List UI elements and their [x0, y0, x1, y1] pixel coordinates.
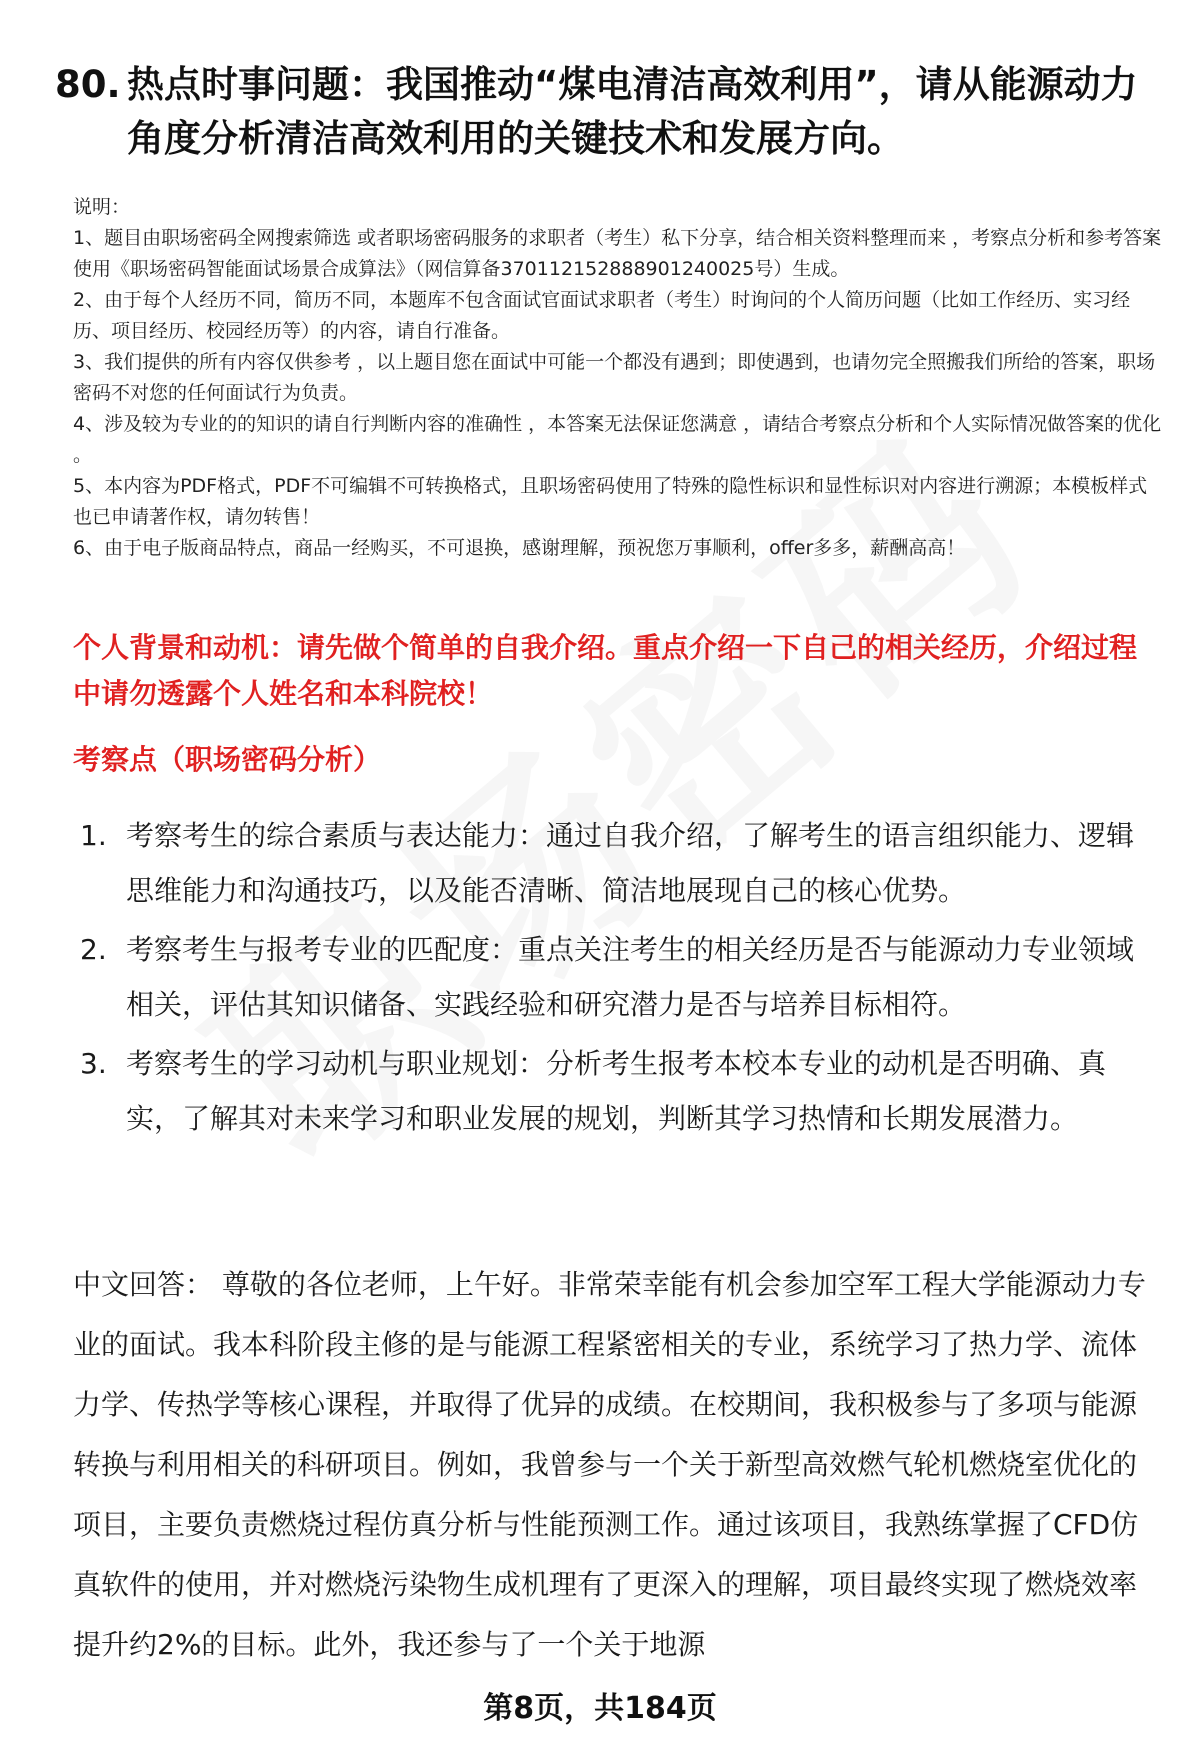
note-item: 1、题目由职场密码全网搜索筛选 或者职场密码服务的求职者（考生）私下分享，结合相关资料整理而来 ，考察点分析和参考答案使用《职场密码智能面试场景合成算法》（网信算备370112152888901240025号）生成。 — [73, 227, 1162, 280]
list-item — [80, 1036, 1160, 1146]
question-title — [55, 58, 1165, 166]
list-item-text: 考察考生与报考专业的匹配度：重点关注考生的相关经历是否与能源动力专业领域相关，评估其知识储备、实践经验和研究潜力是否与培养目标相符。 — [126, 933, 1135, 1021]
note-item: 4、涉及较为专业的的知识的请自行判断内容的准确性 ，本答案无法保证您满意 ，请结合考察点分析和个人实际情况做答案的优化 。 — [73, 413, 1162, 466]
list-item-text: 考察考生的学习动机与职业规划：分析考生报考本校本专业的动机是否明确、真实，了解其对未来学习和职业发展的规划，判断其学习热情和长期发展潜力。 — [126, 1047, 1107, 1135]
answer-text: 中文回答： 尊敬的各位老师，上午好。非常荣幸能有机会参加空军工程大学能源动力专业的面试。我本科阶段主修的是与能源工程紧密相关的专业，系统学习了热力学、流体力学、传热学等核心课程，并取得了优异的成绩。在校期间，我积极参与了多项与能源转换与利用相关的科研项目。例如，我曾参与一个关于新型高效燃气轮机燃烧室优化的项目，主要负责燃烧过程仿真分析与性能预测工作。通过该项目，我熟练掌握了CFD仿真软件的使用，并对燃烧污染物生成机理有了更深入的理解，项目最终实现了燃烧效率提升约2%的目标。此外，我还参与了一个关于地源 — [73, 1268, 1146, 1661]
page-footer: 第8页，共184页 — [483, 1691, 717, 1726]
list-item-text: 考察考生的综合素质与表达能力：通过自我介绍，了解考生的语言组织能力、逻辑思维能力和沟通技巧，以及能否清晰、简洁地展现自己的核心优势。 — [126, 819, 1135, 907]
note-item: 2、由于每个人经历不同，简历不同，本题库不包含面试官面试求职者（考生）时询问的个人简历问题（比如工作经历、实习经历、项目经历、校园经历等）的内容，请自行准备。 — [73, 289, 1131, 342]
notes-label: 说明： — [73, 196, 131, 218]
list-item-number: 1. — [80, 819, 107, 852]
list-item — [80, 922, 1160, 1032]
note-item: 6、由于电子版商品特点，商品一经购买，不可退换，感谢理解，预祝您万事顺利，offer多多，薪酬高高！ — [73, 537, 966, 559]
answer-block — [73, 1255, 1163, 1675]
list-item-number: 2. — [80, 933, 107, 966]
notes-block — [73, 192, 1163, 564]
question-text: 热点时事问题：我国推动“煤电清洁高效利用”，请从能源动力角度分析清洁高效利用的关键技术和发展方向。 — [127, 63, 1138, 160]
note-item: 3、我们提供的所有内容仅供参考 ，以上题目您在面试中可能一个都没有遇到；即使遇到，也请勿完全照搬我们所给的答案，职场密码不对您的任何面试行为负责。 — [73, 351, 1156, 404]
list-item-number: 3. — [80, 1047, 107, 1080]
note-item: 5、本内容为PDF格式，PDF不可编辑不可转换格式，且职场密码使用了特殊的隐性标识和显性标识对内容进行溯源；本模板样式也已申请著作权，请勿转售！ — [73, 475, 1148, 528]
list-item — [80, 808, 1160, 918]
assessment-points-list — [80, 808, 1160, 1150]
question-number: 80. — [55, 63, 121, 106]
section-heading: 个人背景和动机：请先做个简单的自我介绍。重点介绍一下自己的相关经历，介绍过程中请勿透露个人姓名和本科院校！ — [73, 631, 1138, 710]
section-subheading: 考察点（职场密码分析） — [73, 743, 382, 776]
